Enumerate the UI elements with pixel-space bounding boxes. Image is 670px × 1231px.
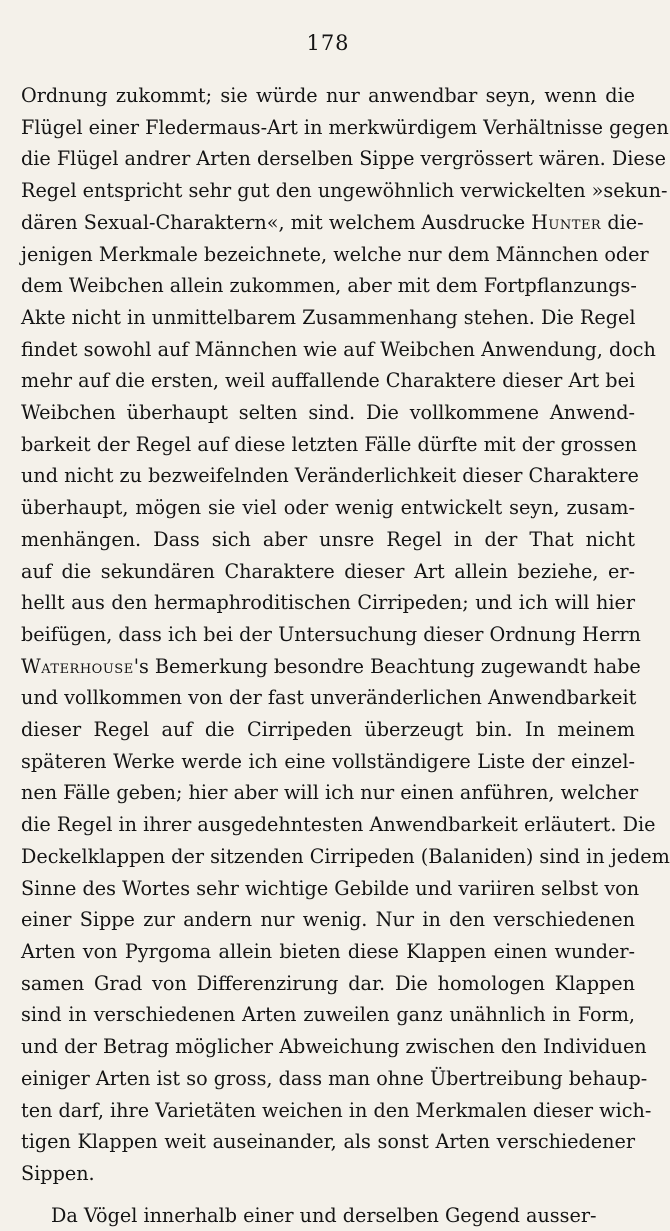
text-line: späteren Werke werde ich eine vollständigere Liste der einzel- xyxy=(21,749,635,773)
text-line: Deckelklappen der sitzenden Cirripeden (Balaniden) sind in jedem xyxy=(21,844,670,868)
text-line: einiger Arten ist so gross, dass man ohne Übertreibung behaup- xyxy=(21,1066,648,1090)
text-line: Akte nicht in unmittelbarem Zusammenhang stehen. Die Regel xyxy=(21,305,636,329)
text-line: dären Sexual-Charaktern«, mit welchem Ausdrucke Hunter die- xyxy=(21,210,644,234)
text-line: tigen Klappen weit auseinander, als sonst Arten verschiedener xyxy=(21,1130,635,1154)
text-line: menhängen. Dass sich aber unsre Regel in der That nicht xyxy=(21,527,635,551)
text-line: mehr auf die ersten, weil auffallende Charaktere dieser Art bei xyxy=(21,369,636,393)
text-line: Weibchen überhaupt selten sind. Die vollkommene Anwend- xyxy=(21,401,635,425)
text-line: dieser Regel auf die Cirripeden überzeugt bin. In meinem xyxy=(21,718,635,742)
text-line: und nicht zu bezweifelnden Veränderlichkeit dieser Charaktere xyxy=(21,464,639,488)
text-line: sind in verschiedenen Arten zuweilen ganz unähnlich in Form, xyxy=(21,1003,635,1027)
text-line: Regel entspricht sehr gut den ungewöhnlich verwickelten »sekun- xyxy=(21,179,668,203)
text-line: Arten von Pyrgoma allein bieten diese Klappen einen wunder- xyxy=(21,939,635,963)
text-line: findet sowohl auf Männchen wie auf Weibchen Anwendung, doch xyxy=(21,337,656,361)
text-line: nen Fälle geben; hier aber will ich nur einen anführen, welcher xyxy=(21,781,639,805)
text-line: Ordnung zukommt; sie würde nur anwendbar seyn, wenn die xyxy=(21,84,635,107)
text-line: einer Sippe zur andern nur wenig. Nur in den verschiedenen xyxy=(21,908,635,932)
page-number: 178 xyxy=(306,31,350,55)
text-line: und vollkommen von der fast unveränderlichen Anwendbarkeit xyxy=(21,686,637,710)
text-line: Sinne des Wortes sehr wichtige Gebilde und variiren selbst von xyxy=(21,876,640,900)
text-line: hellt aus den hermaphroditischen Cirripeden; und ich will hier xyxy=(21,591,635,615)
text-line: die Flügel andrer Arten derselben Sippe vergrössert wären. Diese xyxy=(21,147,666,171)
text-line: Waterhouse's Bemerkung besondre Beachtung zugewandt habe xyxy=(21,654,641,678)
text-line: die Regel in ihrer ausgedehntesten Anwendbarkeit erläutert. Die xyxy=(21,813,656,837)
paragraph-gap xyxy=(21,1190,635,1200)
text-line: Flügel einer Fledermaus-Art in merkwürdigem Verhältnisse gegen xyxy=(21,115,669,139)
text-line: Sippen. xyxy=(21,1161,95,1185)
paragraph-2 xyxy=(21,1200,635,1231)
text-line: Da Vögel innerhalb einer und derselben Gegend ausser- xyxy=(51,1203,597,1227)
text-line: barkeit der Regel auf diese letzten Fälle dürfte mit der grossen xyxy=(21,432,638,456)
text-line: jenigen Merkmale bezeichnete, welche nur dem Männchen oder xyxy=(21,242,649,266)
text-line: beifügen, dass ich bei der Untersuchung dieser Ordnung Herrn xyxy=(21,622,641,646)
text-line: samen Grad von Differenzirung dar. Die homologen Klappen xyxy=(21,971,635,995)
text-line: ten darf, ihre Varietäten weichen in den Merkmalen dieser wich- xyxy=(21,1098,652,1122)
text-line: dem Weibchen allein zukommen, aber mit dem Fortpflanzungs- xyxy=(21,274,637,298)
text-line: auf die sekundären Charaktere dieser Art allein beziehe, er- xyxy=(21,559,635,583)
paragraph-1 xyxy=(21,80,670,1190)
text-line: und der Betrag möglicher Abweichung zwischen den Individuen xyxy=(21,1035,647,1059)
text-line: überhaupt, mögen sie viel oder wenig entwickelt seyn, zusam- xyxy=(21,496,635,520)
